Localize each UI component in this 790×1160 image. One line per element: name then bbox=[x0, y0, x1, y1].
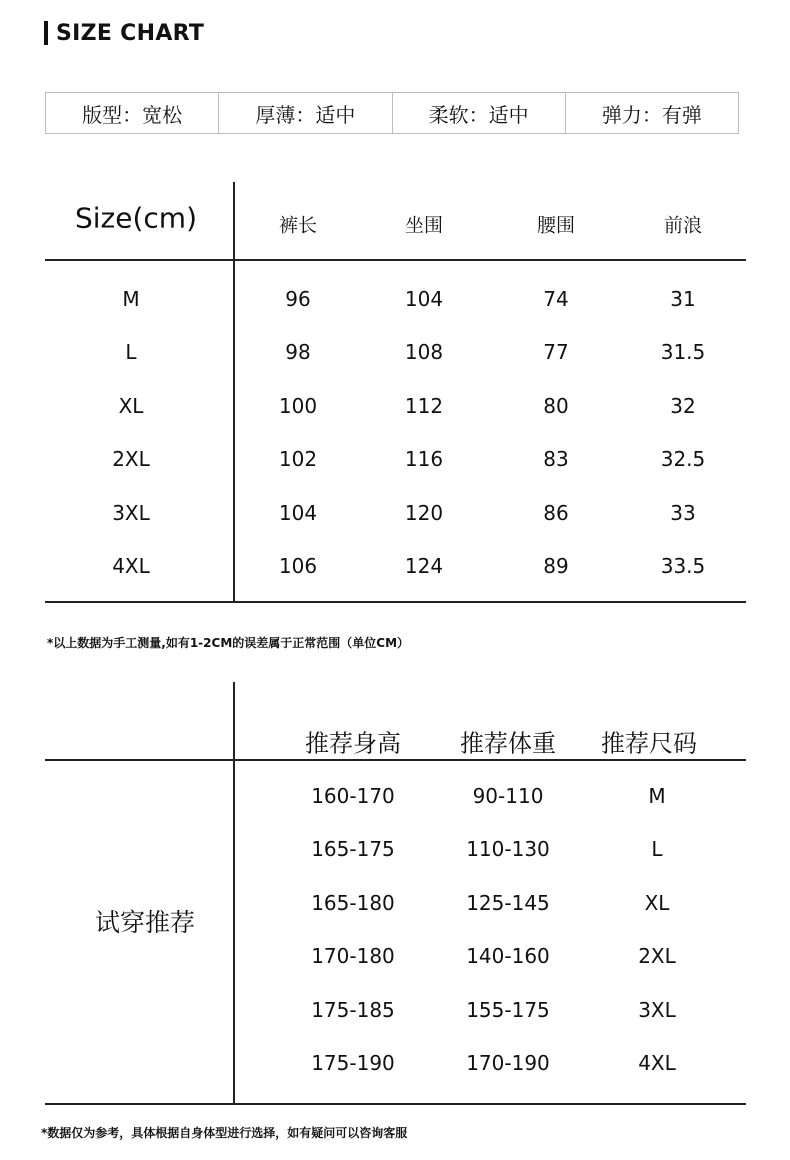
attribute-elasticity: 弹力：有弹 bbox=[601, 102, 702, 127]
recommend-value-cell: 90-110 bbox=[472, 784, 544, 808]
size-label: 3XL bbox=[112, 500, 150, 525]
title-text: SIZE CHART bbox=[56, 20, 205, 46]
size-value-cell: 112 bbox=[404, 393, 444, 418]
size-value-cell: 31.5 bbox=[660, 340, 706, 365]
header-hip: 坐围 bbox=[404, 214, 444, 237]
header-front-rise: 前浪 bbox=[663, 214, 703, 237]
size-value-cell: 86 bbox=[543, 500, 569, 525]
title-bar-decoration bbox=[44, 21, 48, 45]
recommend-value-cell: 4XL bbox=[638, 1051, 676, 1075]
recommend-label: 试穿推荐 bbox=[94, 908, 196, 937]
recommend-table-divider-vertical bbox=[233, 682, 235, 1104]
recommend-value-cell: 3XL bbox=[638, 997, 676, 1022]
size-value-cell: 116 bbox=[404, 447, 444, 472]
recommend-value-cell: 175-190 bbox=[311, 1051, 395, 1075]
size-value-cell: 100 bbox=[278, 393, 318, 418]
size-value-cell: 102 bbox=[278, 447, 318, 472]
size-label: XL bbox=[118, 393, 144, 418]
recommend-value-cell: 165-180 bbox=[311, 890, 395, 915]
reference-note: *数据仅为参考，具体根据自身体型进行选择，如有疑问可以咨询客服 bbox=[41, 1126, 408, 1140]
measurement-note: *以上数据为手工测量,如有1-2CM的误差属于正常范围（单位CM） bbox=[47, 636, 410, 650]
size-value-cell: 33 bbox=[670, 500, 696, 525]
attribute-table bbox=[45, 92, 739, 134]
size-value-cell: 77 bbox=[543, 340, 569, 365]
size-value-cell: 31 bbox=[670, 287, 696, 311]
size-label: M bbox=[122, 287, 140, 311]
recommend-table-header-line bbox=[45, 759, 746, 761]
size-table-divider-vertical bbox=[233, 182, 235, 602]
recommend-value-cell: M bbox=[648, 784, 666, 808]
size-value-cell: 33.5 bbox=[660, 554, 706, 578]
header-length: 裤长 bbox=[278, 214, 318, 237]
recommend-value-cell: 170-190 bbox=[466, 1051, 550, 1075]
recommend-value-cell: 140-160 bbox=[466, 944, 550, 969]
size-table-bottom-line bbox=[45, 601, 746, 603]
size-value-cell: 124 bbox=[404, 554, 444, 578]
recommend-value-cell: L bbox=[651, 837, 663, 862]
recommend-value-cell: 175-185 bbox=[311, 997, 395, 1022]
header-waist: 腰围 bbox=[536, 214, 576, 237]
header-height: 推荐身高 bbox=[305, 729, 401, 758]
size-label: 4XL bbox=[112, 554, 150, 578]
size-value-cell: 80 bbox=[543, 393, 569, 418]
header-size: 推荐尺码 bbox=[601, 729, 697, 758]
size-value-cell: 104 bbox=[404, 287, 444, 311]
recommend-value-cell: 160-170 bbox=[311, 784, 395, 808]
recommend-value-cell: 165-175 bbox=[311, 837, 395, 862]
size-value-cell: 83 bbox=[543, 447, 569, 472]
size-value-cell: 120 bbox=[404, 500, 444, 525]
size-label: L bbox=[125, 340, 137, 365]
size-label: 2XL bbox=[112, 447, 150, 472]
size-value-cell: 98 bbox=[285, 340, 311, 365]
size-value-cell: 96 bbox=[285, 287, 311, 311]
size-value-cell: 108 bbox=[404, 340, 444, 365]
size-value-cell: 104 bbox=[278, 500, 318, 525]
size-table-header-line bbox=[45, 259, 746, 261]
recommend-value-cell: 170-180 bbox=[311, 944, 395, 969]
recommend-value-cell: 155-175 bbox=[466, 997, 550, 1022]
attribute-fit: 版型：宽松 bbox=[46, 93, 219, 133]
recommend-value-cell: XL bbox=[644, 890, 670, 915]
size-value-cell: 32 bbox=[670, 393, 696, 418]
recommend-table-bottom-line bbox=[45, 1103, 746, 1105]
recommend-value-cell: 110-130 bbox=[466, 837, 550, 862]
header-weight: 推荐体重 bbox=[460, 729, 556, 758]
size-header: Size(cm) bbox=[75, 201, 197, 235]
recommend-value-cell: 125-145 bbox=[466, 890, 550, 915]
size-value-cell: 32.5 bbox=[660, 447, 706, 472]
recommend-value-cell: 2XL bbox=[638, 944, 676, 969]
size-value-cell: 74 bbox=[543, 287, 569, 311]
size-chart-title bbox=[44, 20, 204, 46]
attribute-thickness: 厚薄：适中 bbox=[219, 93, 392, 133]
attribute-softness: 柔软：适中 bbox=[393, 93, 566, 133]
size-value-cell: 106 bbox=[278, 554, 318, 578]
size-value-cell: 89 bbox=[543, 554, 569, 578]
